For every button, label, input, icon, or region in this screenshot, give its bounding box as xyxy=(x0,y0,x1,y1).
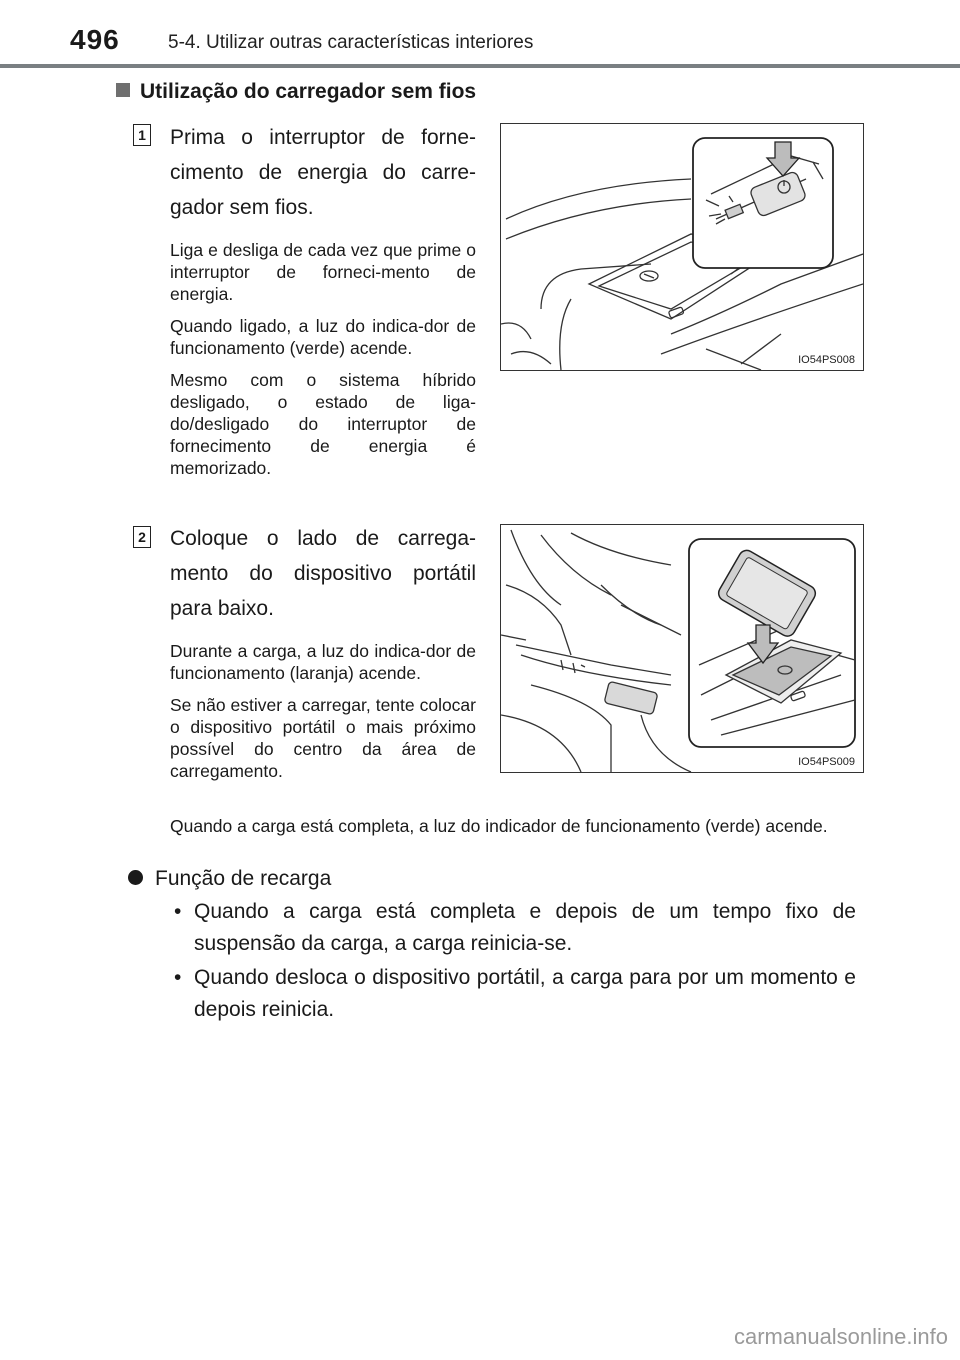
page-number: 496 xyxy=(70,24,120,55)
recharge-item-2 xyxy=(170,962,856,1026)
section-title-text: Utilização do carregador sem fios xyxy=(140,80,477,103)
step-1-number: 1 xyxy=(133,124,151,146)
running-header: 5-4. Utilizar outras características interiores xyxy=(168,32,534,53)
step-2-note-2: Se não estiver a carregar, tente colocar o dispositivo portátil o mais próximo possível do centro da área de carregamento. xyxy=(170,695,476,781)
recharge-item-2-text: Quando desloca o dispositivo portátil, a carga para por um momento e depois reinicia. xyxy=(194,966,856,1021)
figure-1 xyxy=(500,123,864,371)
recharge-heading xyxy=(128,863,856,895)
recharge-block xyxy=(128,863,856,895)
figure-1-code: IO54PS008 xyxy=(798,354,855,366)
step-1-column xyxy=(170,120,476,479)
step-2-number: 2 xyxy=(133,526,151,548)
charger-switch-illustration xyxy=(501,124,863,370)
step-1-note-3: Mesmo com o sistema híbrido desligado, o estado de liga-do/desligado do interruptor de fornecimento de energia é memorizado. xyxy=(170,370,476,478)
section-title xyxy=(116,80,476,104)
recharge-heading-text: Função de recarga xyxy=(155,867,332,890)
step-1-note-2: Quando ligado, a luz do indica-dor de funcionamento (verde) acende. xyxy=(170,316,476,358)
bullet-dot-icon xyxy=(128,870,143,885)
list-bullet: • xyxy=(174,966,182,989)
recharge-item-1 xyxy=(170,896,856,960)
step-2-instruction: Coloque o lado de carrega-mento do dispositivo portátil para baixo. xyxy=(170,527,476,620)
figure-2 xyxy=(500,524,864,773)
recharge-list xyxy=(170,896,856,1026)
completion-note: Quando a carga está completa, a luz do indicador de funcionamento (verde) acende. xyxy=(170,816,828,836)
step-2-note-1: Durante a carga, a luz do indica-dor de funcionamento (laranja) acende. xyxy=(170,641,476,683)
figure-2-code: IO54PS009 xyxy=(798,756,855,768)
step-1-instruction: Prima o interruptor de forne-cimento de energia do carre-gador sem fios. xyxy=(170,126,476,219)
header-rule xyxy=(0,64,960,68)
section-marker-icon xyxy=(116,83,130,97)
recharge-item-1-text: Quando a carga está completa e depois de um tempo fixo de suspensão da carga, a carga reinicia-se. xyxy=(194,900,856,955)
list-bullet: • xyxy=(174,900,182,923)
step-1-note-1: Liga e desliga de cada vez que prime o interruptor de forneci-mento de energia. xyxy=(170,240,476,304)
watermark: carmanualsonline.info xyxy=(733,1324,948,1349)
step-2-column xyxy=(170,521,476,782)
completion-note-block xyxy=(170,814,856,838)
phone-placement-illustration xyxy=(501,525,863,772)
